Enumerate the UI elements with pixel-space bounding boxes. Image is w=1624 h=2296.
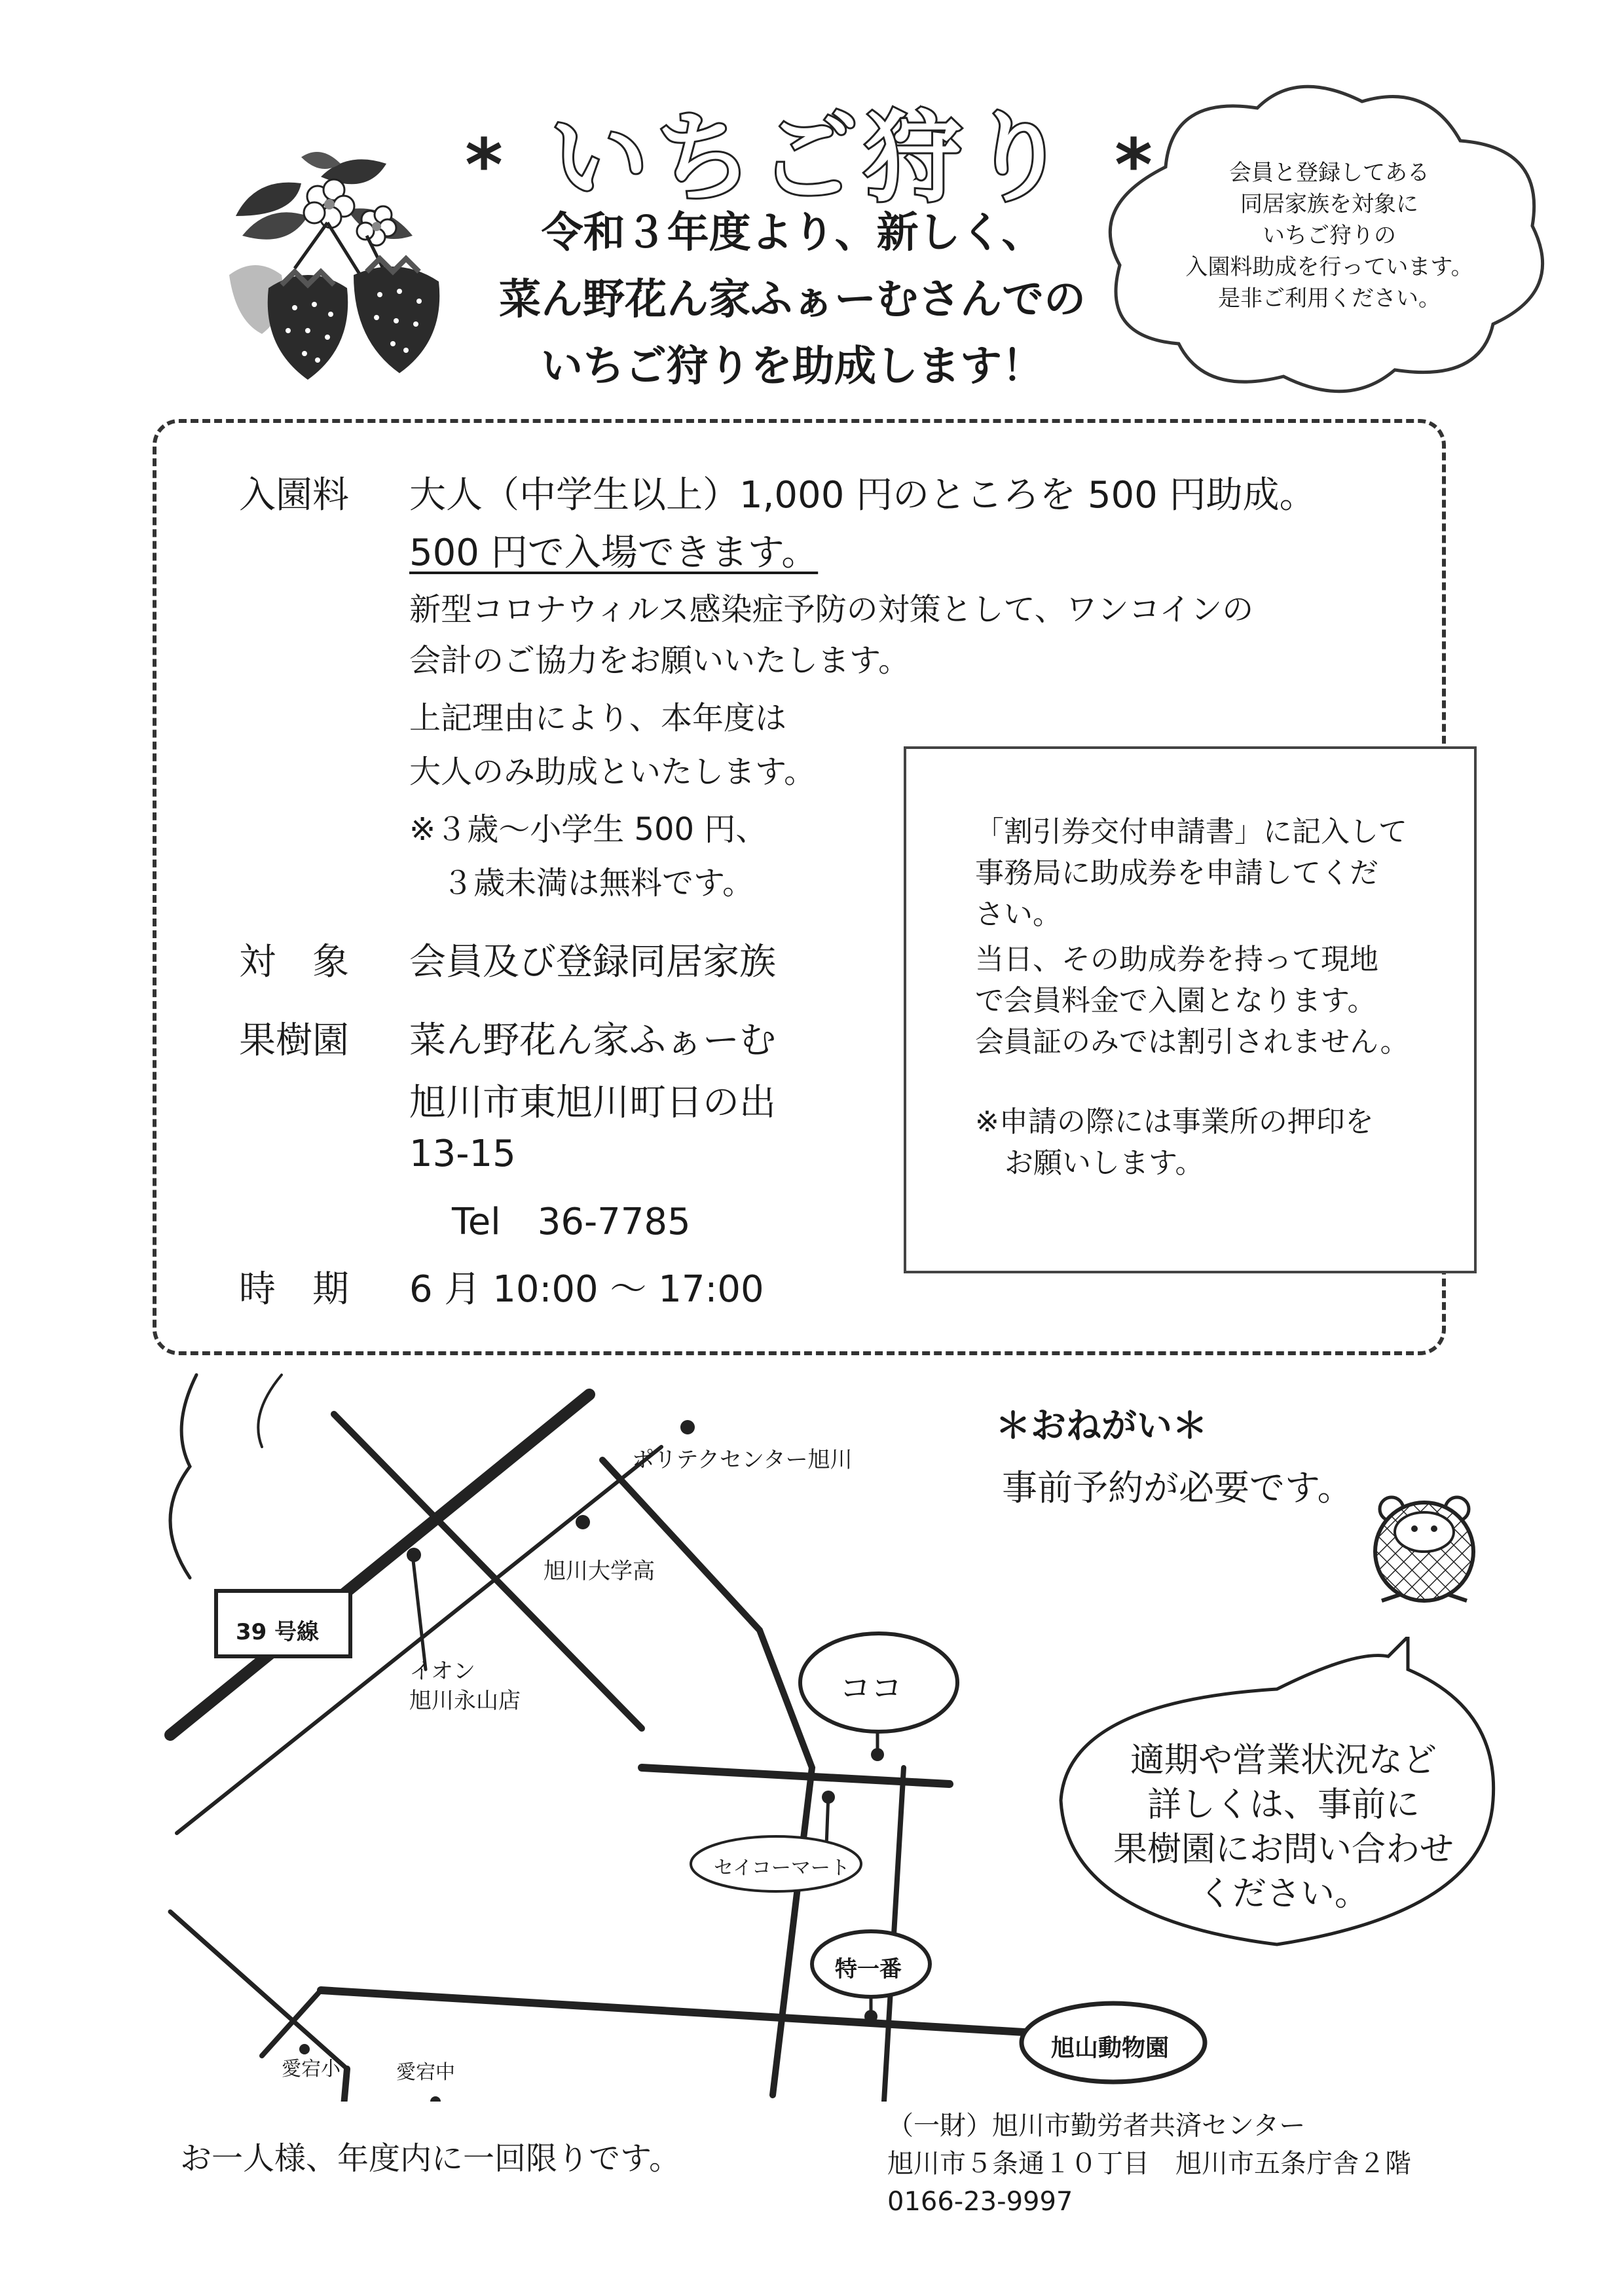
- map-label-seicomart: セイコーマート: [714, 1857, 850, 1880]
- orchard-tel: Tel 36-7785: [452, 1201, 691, 1243]
- map-label-zoo: 旭山動物園: [1051, 2035, 1170, 2062]
- note-line: 当日、その助成券を持って現地: [975, 943, 1378, 976]
- target-label: 対 象: [239, 941, 349, 983]
- star-icon: *: [465, 122, 509, 207]
- map-label-tokuichiban: 特一番: [835, 1956, 902, 1982]
- mascot-illustration: [1362, 1486, 1486, 1611]
- fee-line-emphasis: 500 円で入場できます。: [409, 532, 819, 574]
- note-line: 事務局に助成券を申請してくだ: [975, 856, 1378, 890]
- orchard-label: 果樹園: [239, 1019, 349, 1062]
- subtitle-line: いちご狩りを助成します！: [541, 342, 1044, 391]
- fee-note: 会計のご協力をお願いいたします。: [409, 642, 910, 679]
- cloud-text: [1139, 157, 1519, 314]
- cloud-line: 入園料助成を行っています。: [1185, 254, 1473, 280]
- fee-note: 新型コロナウィルス感染症予防の対策として、ワンコインの: [409, 591, 1254, 628]
- note-line: ※申請の際には事業所の押印を: [975, 1105, 1374, 1139]
- map-label-polytech: ポリテクセンター旭川: [632, 1447, 853, 1473]
- request-text: 事前予約が必要です。: [1002, 1467, 1353, 1508]
- fee-label: 入園料: [239, 474, 349, 517]
- star-icon: *: [1115, 122, 1159, 207]
- bubble-text: [1080, 1738, 1486, 1916]
- map-label-aeon-store: 旭川永山店: [409, 1688, 521, 1714]
- usage-limit-note: お一人様、年度内に一回限りです。: [180, 2140, 681, 2177]
- subtitle-line: 令和３年度より、新しく、: [541, 209, 1044, 257]
- cloud-line: 是非ご利用ください。: [1218, 285, 1441, 312]
- subtitle-line: 菜ん野花ん家ふぁーむさんでの: [499, 276, 1086, 324]
- map-label-aeon: イオン: [409, 1658, 475, 1685]
- cloud-line: 同居家族を対象に: [1240, 191, 1418, 217]
- bubble-line: 詳しくは、事前に: [1147, 1785, 1420, 1825]
- cloud-line: いちご狩りの: [1263, 223, 1396, 249]
- fee-note: ３歳未満は無料です。: [442, 865, 754, 902]
- period-label: 時 期: [239, 1268, 349, 1311]
- map-label-highschool: 旭川大学高: [544, 1558, 655, 1584]
- fee-line: 大人（中学生以上）1,000 円のところを 500 円助成。: [409, 474, 1316, 517]
- note-line: 会員証のみでは割引されません。: [975, 1025, 1409, 1059]
- map-label-koko: ココ: [840, 1670, 903, 1707]
- organization-address: 旭川市５条通１０丁目 旭川市五条庁舎２階: [887, 2149, 1411, 2179]
- bubble-line: 適期や営業状況など: [1130, 1741, 1437, 1780]
- cloud-line: 会員と登録してある: [1229, 160, 1430, 186]
- note-line: お願いします。: [1005, 1146, 1204, 1180]
- period-value: 6 月 10:00 ～ 17:00: [409, 1268, 764, 1311]
- note-line: 「割引券交付申請書」に記入して: [975, 815, 1407, 848]
- map-label-atago-junior: 愛宕中: [396, 2061, 455, 2084]
- organization-phone: 0166-23-9997: [887, 2187, 1073, 2217]
- orchard-address: 旭川市東旭川町日の出: [409, 1082, 776, 1124]
- fee-note: 大人のみ助成といたします。: [409, 754, 816, 790]
- organization-name: （一財）旭川市勤労者共済センター: [887, 2111, 1306, 2141]
- target-value: 会員及び登録同居家族: [409, 941, 776, 983]
- note-line: で会員料金で入園となります。: [975, 984, 1376, 1017]
- map-label-route39: 39 号線: [236, 1619, 320, 1645]
- map-label-atago-elementary: 愛宕小: [282, 2058, 341, 2081]
- request-title: ＊おねがい＊: [995, 1405, 1208, 1446]
- bubble-line: ください。: [1198, 1874, 1369, 1914]
- orchard-name: 菜ん野花ん家ふぁーむ: [409, 1019, 776, 1062]
- title-text: いちご狩り: [549, 101, 1074, 215]
- fee-note: ※３歳～小学生 500 円、: [409, 811, 767, 848]
- bubble-line: 果樹園にお問い合わせ: [1113, 1830, 1454, 1869]
- organization-info: [887, 2107, 1411, 2221]
- fee-note: 上記理由により、本年度は: [409, 700, 787, 737]
- application-note-box: [904, 746, 1477, 1273]
- orchard-address: 13-15: [409, 1133, 516, 1175]
- note-line: さい。: [975, 898, 1061, 931]
- subtitle: [445, 200, 1139, 400]
